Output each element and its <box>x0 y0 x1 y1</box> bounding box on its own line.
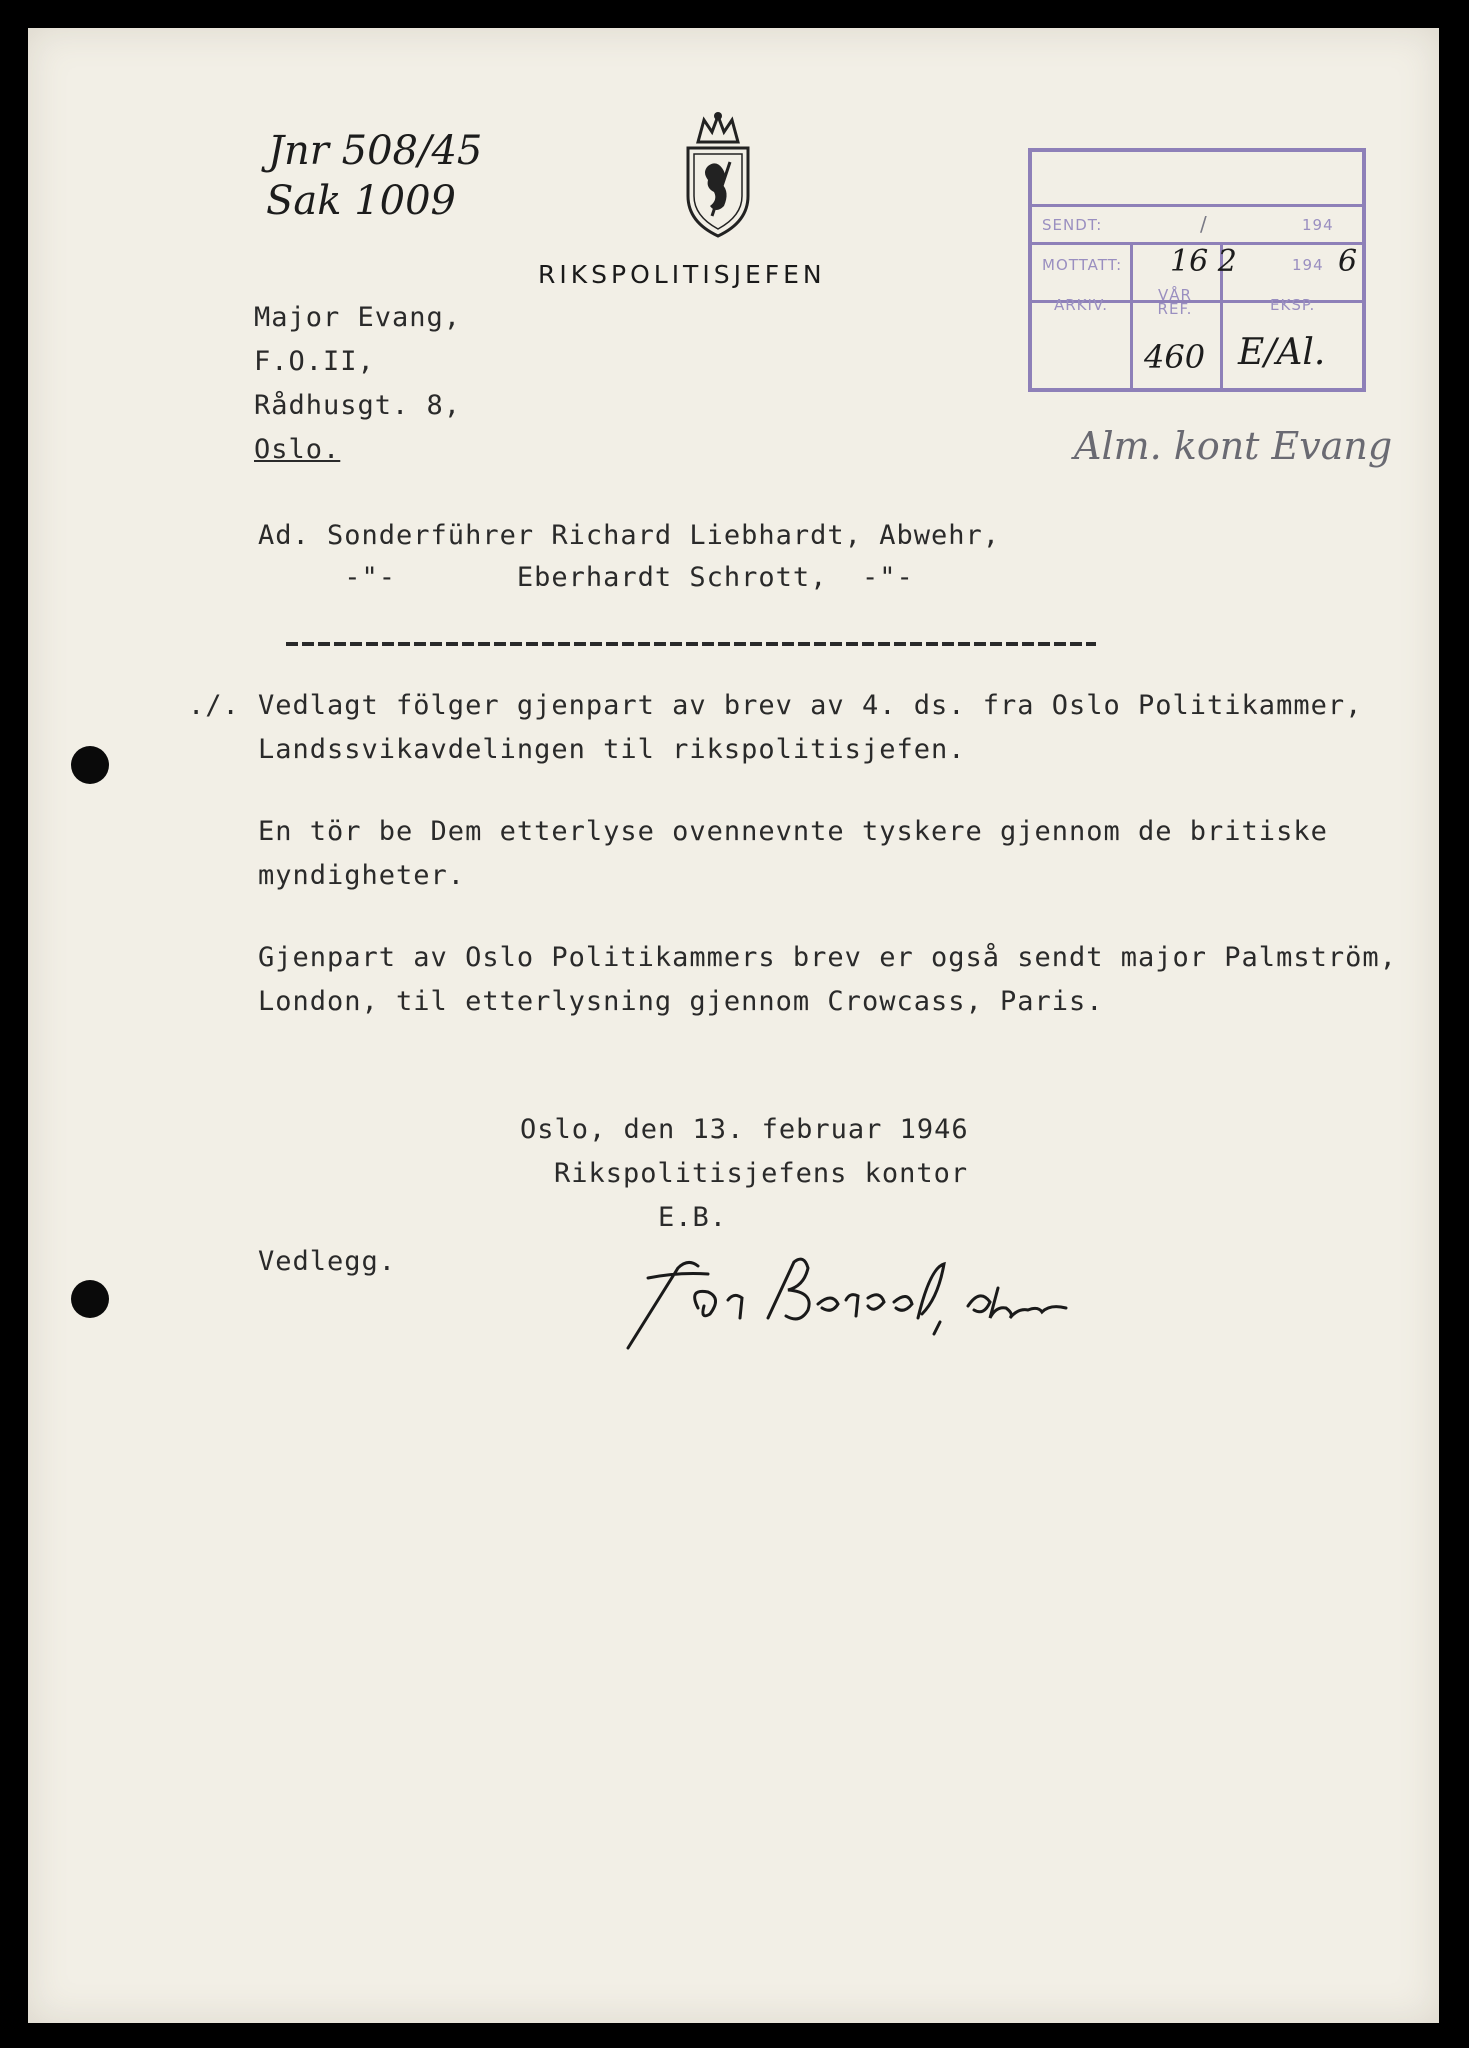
margin-note: Alm. kont Evang <box>1074 424 1393 468</box>
stamp-ref-value: 460 <box>1144 338 1206 376</box>
case-number: Sak 1009 <box>266 178 456 224</box>
subject-line: -"- Eberhardt Schrott, -"- <box>258 562 914 593</box>
signature <box>618 1248 1078 1358</box>
received-stamp <box>1028 148 1366 392</box>
recipient-city: Oslo. <box>254 434 341 465</box>
stamp-col-var-ref: VÅR REF. <box>1157 286 1193 318</box>
body-paragraph-2: En tör be Dem etterlyse ovennevnte tyskere gjennom de britiske <box>258 816 1328 847</box>
stamp-sent-value: / <box>1200 212 1208 236</box>
stamp-eksp-value: E/Al. <box>1238 332 1326 373</box>
stamp-received-label: MOTTATT: <box>1042 256 1123 274</box>
closing-eb: E.B. <box>658 1202 728 1233</box>
body-paragraph-1: Vedlagt fölger gjenpart av brev av 4. ds. fra Oslo Politikammer, <box>258 690 1363 721</box>
closing-place-date: Oslo, den 13. februar 1946 <box>520 1114 969 1145</box>
letterhead-title: RIKSPOLITISJEFEN <box>538 260 826 289</box>
body-paragraph-1: Landssvikavdelingen til rikspolitisjefen. <box>258 734 966 765</box>
recipient-line: F.O.II, <box>254 346 375 377</box>
stamp-col-eksp: EKSP. <box>1270 296 1316 314</box>
subject-line: Ad. Sonderführer Richard Liebhardt, Abwehr, <box>258 520 1000 551</box>
body-paragraph-3: Gjenpart av Oslo Politikammers brev er også sendt major Palmström, <box>258 942 1397 973</box>
journal-number: Jnr 508/45 <box>268 128 483 174</box>
stamp-received-year-suffix: 6 <box>1338 244 1358 279</box>
punch-hole <box>71 1280 109 1318</box>
recipient-line: Rådhusgt. 8, <box>254 390 462 421</box>
stamp-received-value: 16 2 <box>1170 244 1237 279</box>
stamp-received-year: 194 <box>1292 256 1324 274</box>
enclosure-note: Vedlegg. <box>258 1246 397 1277</box>
body-paragraph-3: London, til etterlysning gjennom Crowcass, Paris. <box>258 986 1104 1017</box>
stamp-sent-year: 194 <box>1302 216 1334 234</box>
punch-hole <box>71 746 109 784</box>
stamp-col-arkiv: ARKIV. <box>1054 296 1109 314</box>
recipient-line: Major Evang, <box>254 302 462 333</box>
document-page <box>28 28 1439 2023</box>
stamp-sent-label: SENDT: <box>1042 216 1103 234</box>
enclosure-marker: ./. <box>188 690 240 721</box>
separator-line <box>286 642 1096 646</box>
closing-office: Rikspolitisjefens kontor <box>554 1158 969 1189</box>
coat-of-arms-icon <box>676 110 760 240</box>
body-paragraph-2: myndigheter. <box>258 860 466 891</box>
